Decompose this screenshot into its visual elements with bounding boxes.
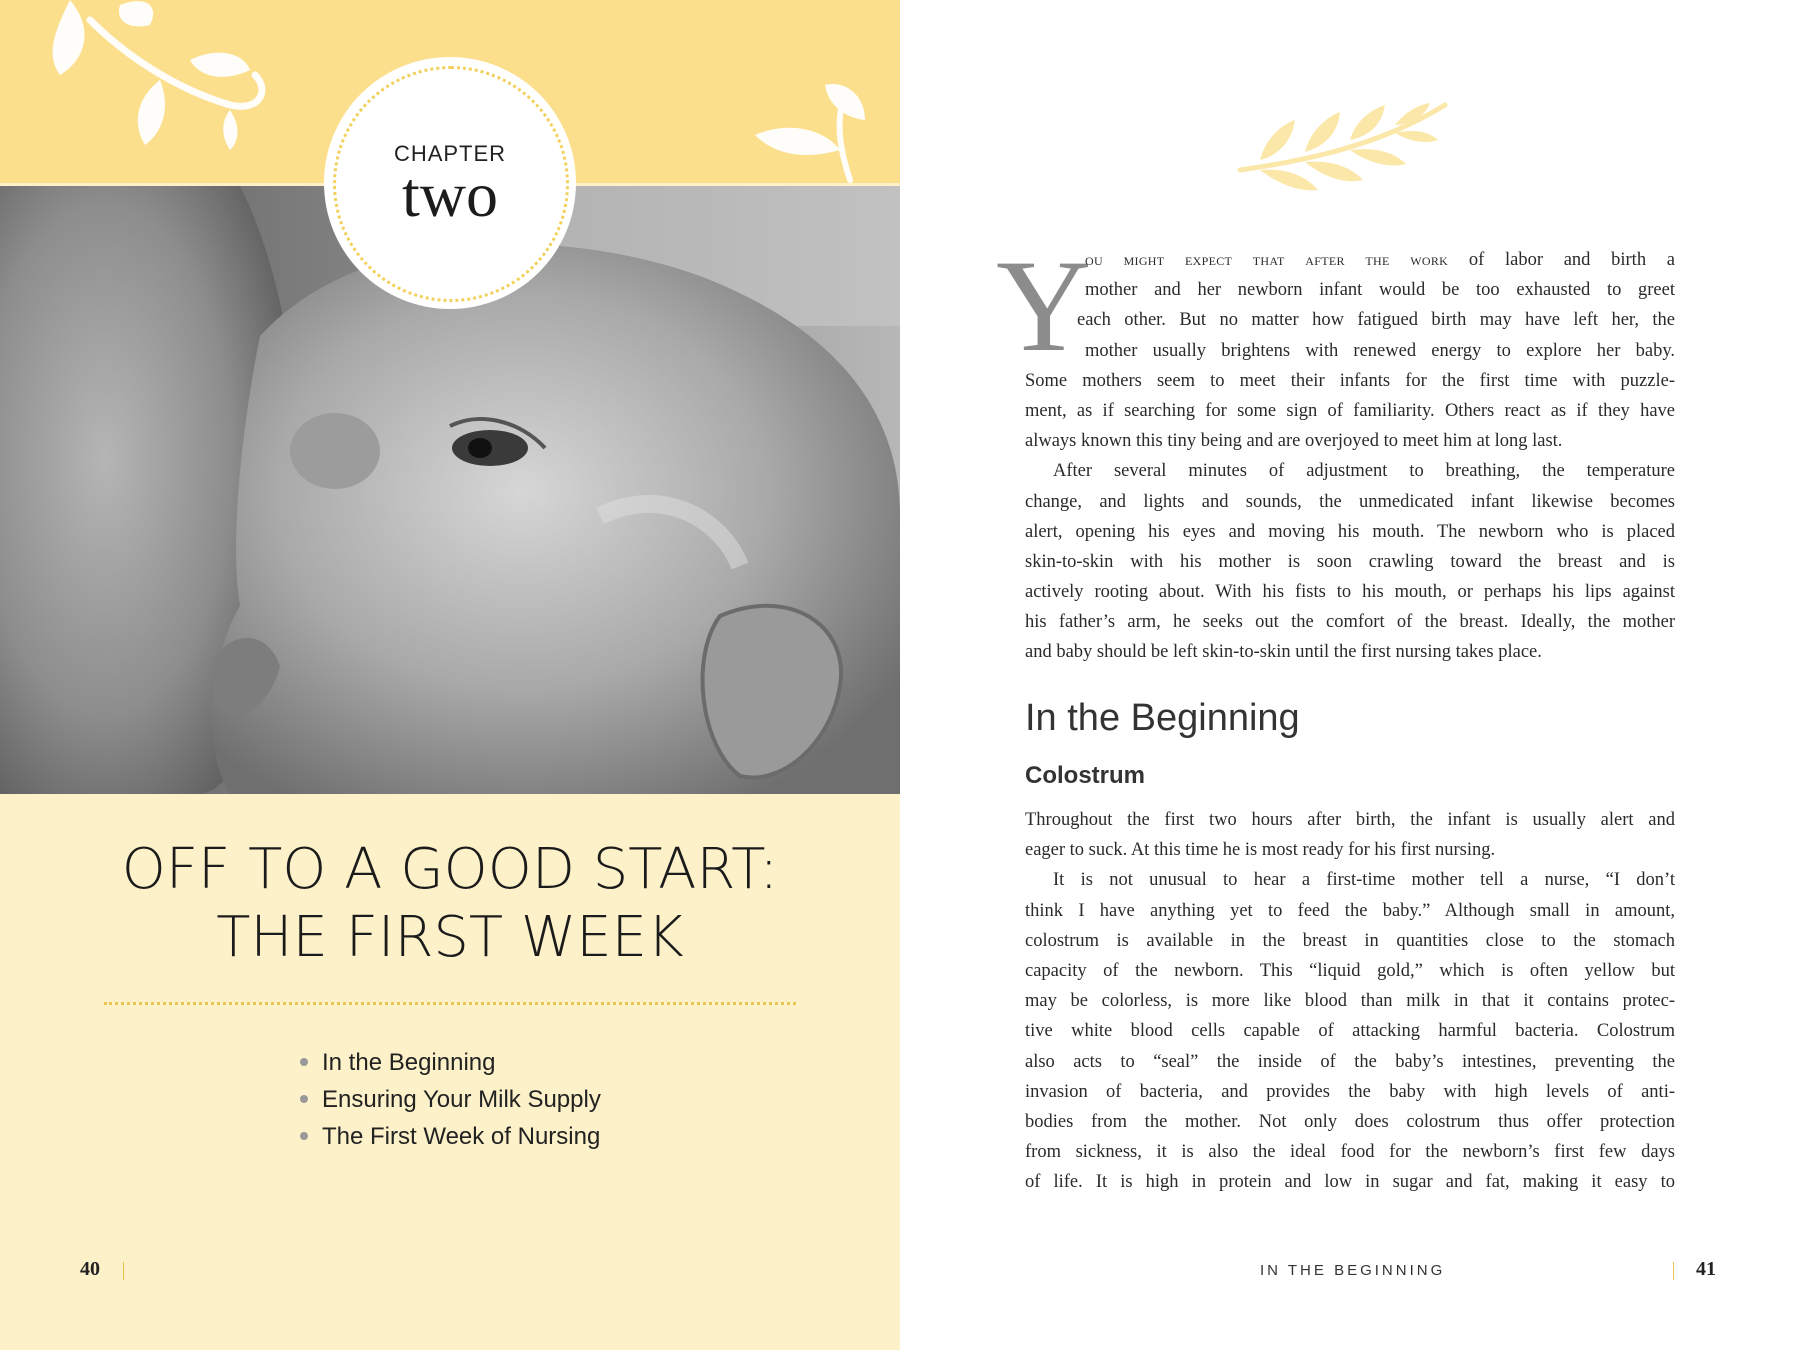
running-head: IN THE BEGINNING bbox=[1260, 1262, 1446, 1279]
text-line: of life. It is high in protein and low in sugar and fat, making it easy to bbox=[1025, 1172, 1675, 1193]
folio-rule bbox=[123, 1262, 124, 1280]
chapter-title bbox=[60, 836, 840, 972]
wheat-sprig-icon bbox=[1230, 100, 1450, 210]
contents-item-label: In the Beginning bbox=[322, 1049, 496, 1076]
contents-item bbox=[300, 1081, 601, 1118]
chapter-badge bbox=[324, 57, 576, 309]
drop-cap: Y bbox=[996, 232, 1092, 379]
text-line: mother usually brightens with renewed energy to explore her baby. bbox=[1085, 340, 1675, 361]
text-line: alert, opening his eyes and moving his mouth. The newborn who is placed bbox=[1025, 521, 1675, 542]
opening-paragraph bbox=[1025, 245, 1675, 668]
text-line-rest: of labor and birth a bbox=[1448, 250, 1675, 270]
text-line: capacity of the newborn. This “liquid gold,” which is often yellow but bbox=[1025, 960, 1675, 981]
chapter-title-line: THE FIRST WEEK bbox=[216, 905, 684, 970]
text-line: Throughout the first two hours after birth, the infant is usually alert and bbox=[1025, 810, 1675, 830]
text-line: each other. But no matter how fatigued birth may have left her, the bbox=[1077, 310, 1675, 331]
text-line: After several minutes of adjustment to breathing, the temperature bbox=[1053, 461, 1675, 482]
text-line: think I have anything yet to feed the baby.” Although small in amount, bbox=[1025, 900, 1675, 921]
page-number-left: 40 bbox=[80, 1258, 100, 1280]
contents-item-label: The First Week of Nursing bbox=[322, 1123, 601, 1150]
dotted-divider bbox=[104, 1002, 796, 1005]
text-line: actively rooting about. With his fists to his mouth, or perhaps his lips against bbox=[1025, 582, 1675, 603]
folio-rule bbox=[1673, 1262, 1674, 1280]
section-heading: In the Beginning bbox=[1025, 697, 1300, 739]
contents-item-label: Ensuring Your Milk Supply bbox=[322, 1086, 601, 1113]
text-line: tive white blood cells capable of attacking harmful bacteria. Colostrum bbox=[1025, 1021, 1675, 1042]
chapter-number: two bbox=[402, 159, 498, 230]
chapter-label: CHAPTER bbox=[393, 141, 507, 166]
contents-item bbox=[300, 1118, 601, 1155]
chapter-title-line: OFF TO A GOOD START: bbox=[121, 837, 779, 902]
text-line: also acts to “seal” the inside of the baby’s intestines, preventing the bbox=[1025, 1051, 1675, 1072]
small-caps-lead: ou might expect that after the work bbox=[1085, 250, 1449, 269]
text-line: eager to suck. At this time he is most ready for his first nursing. bbox=[1025, 840, 1496, 861]
contents-item bbox=[300, 1044, 601, 1081]
text-line: and baby should be left skin-to-skin until the first nursing takes place. bbox=[1025, 642, 1542, 663]
text-line: It is not unusual to hear a first-time mother tell a nurse, “I don’t bbox=[1053, 870, 1675, 891]
text-line: always known this tiny being and are overjoyed to meet him at long last. bbox=[1025, 431, 1563, 452]
text-line: skin-to-skin with his mother is soon crawling toward the breast and is bbox=[1025, 551, 1675, 572]
text-line: may be colorless, is more like blood than milk in that it contains protec- bbox=[1025, 991, 1675, 1012]
text-line: colostrum is available in the breast in quantities close to the stomach bbox=[1025, 930, 1675, 951]
text-line: mother and her newborn infant would be too exhausted to greet bbox=[1085, 280, 1675, 301]
text-line: Some mothers seem to meet their infants for the first time with puzzle- bbox=[1025, 370, 1675, 391]
colostrum-paragraphs bbox=[1025, 805, 1675, 1197]
text-line bbox=[1085, 245, 1675, 275]
bullet-icon bbox=[300, 1058, 308, 1066]
text-line: ment, as if searching for some sign of familiarity. Others react as if they have bbox=[1025, 400, 1675, 421]
chapter-contents-list bbox=[300, 1044, 601, 1155]
page-number-right: 41 bbox=[1696, 1258, 1716, 1280]
text-line: his father’s arm, he seeks out the comfort of the breast. Ideally, the mother bbox=[1025, 612, 1675, 633]
text-line: from sickness, it is also the ideal food for the newborn’s first few days bbox=[1025, 1142, 1675, 1163]
bullet-icon bbox=[300, 1132, 308, 1140]
subheading: Colostrum bbox=[1025, 762, 1145, 789]
bullet-icon bbox=[300, 1095, 308, 1103]
text-line: invasion of bacteria, and provides the baby with high levels of anti- bbox=[1025, 1081, 1675, 1102]
text-line: change, and lights and sounds, the unmedicated infant likewise becomes bbox=[1025, 491, 1675, 512]
text-line: bodies from the mother. Not only does colostrum thus offer protection bbox=[1025, 1111, 1675, 1132]
